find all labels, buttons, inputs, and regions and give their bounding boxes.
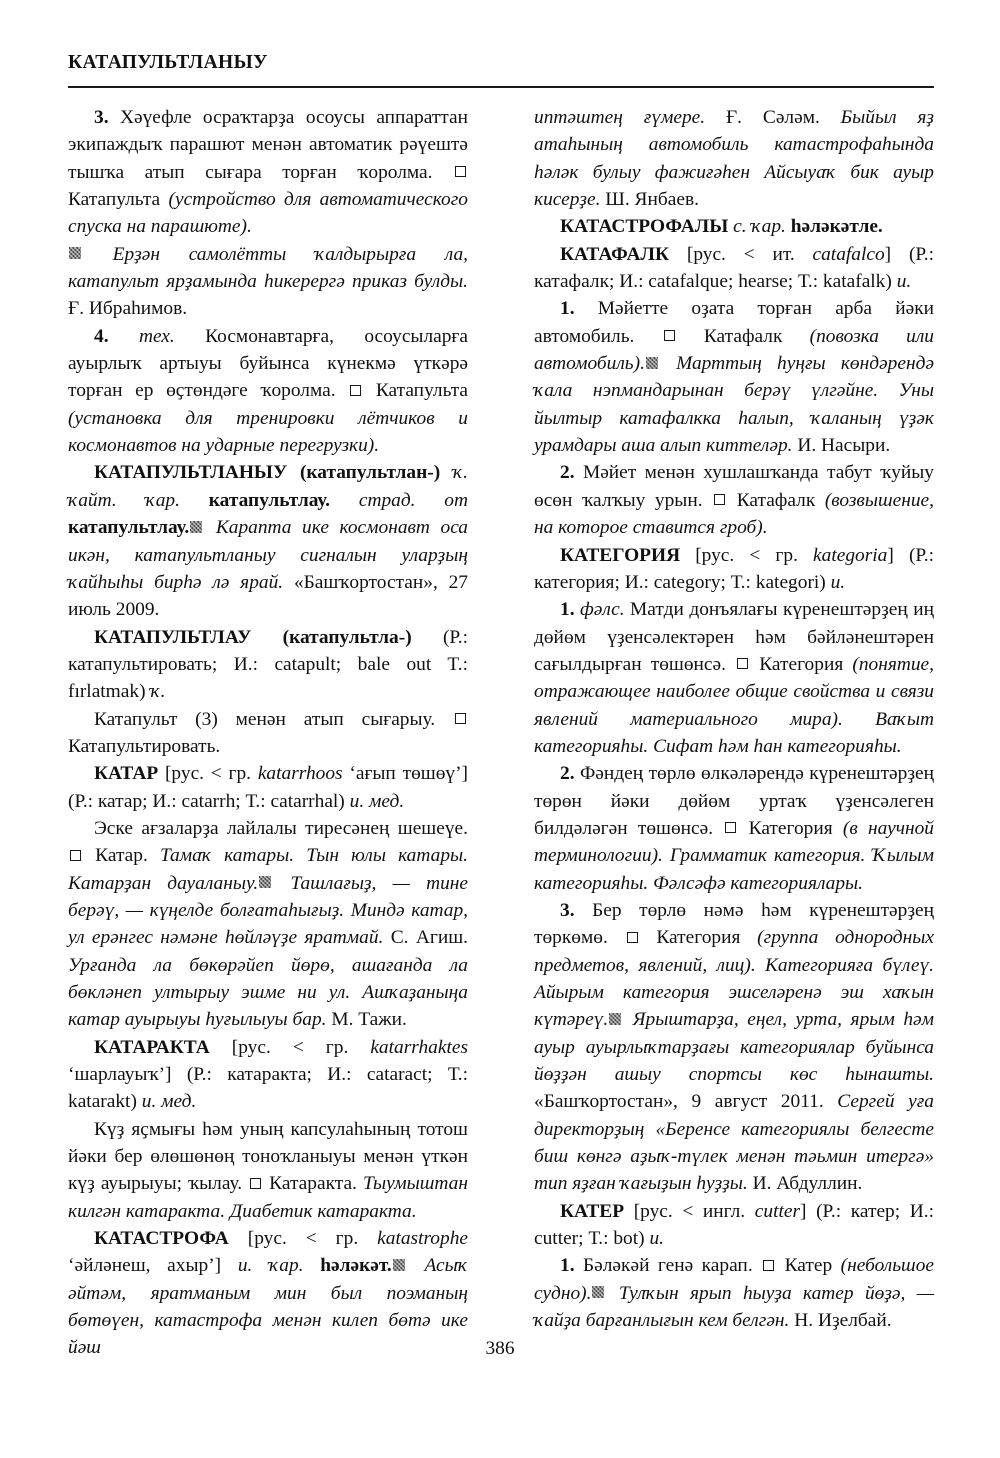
entry-grammar: ҡ. [150,681,166,703]
dictionary-entry-kater [534,1198,934,1253]
sense-label: тех. [108,325,175,347]
entry-etymology-meaning: ‘шарлауыҡ’] [68,1064,172,1086]
sense-number: 2. [560,462,575,484]
right-column [534,104,934,1334]
entry-headword: КАТАР [94,763,159,785]
sense-definition: Эске ағзаларҙа лайлалы тиресәнең шешеүе. [94,817,468,839]
citation-text: Ярыштарҙа, еңел, урта, ярым һәм ауыр ауырлыҡтарҙағы категориялар буйынса йөҙҙән ашыу спортсы көс һынашты. [534,1009,934,1086]
entry-cross-reference[interactable]: һәләкәт. [320,1255,392,1277]
header-rule [68,86,934,88]
entry-etymology-source: katastrophe [377,1228,468,1250]
dictionary-entry-kataracta [68,1034,468,1116]
citation-marker-icon [646,357,658,369]
entry-headword: КАТЕР [560,1200,625,1222]
citation-source: Н. Иҙелбай. [794,1310,892,1332]
open-square-marker-icon [250,1178,261,1189]
dictionary-entry-katafalk [534,241,934,296]
sense-definition: Матди донъялағы күренештәрҙең иң дөйөм үҙенсәлектәрен һәм бәйләнештәрен сағылдырған төшөнсә. [534,599,934,675]
sense-definition: Мәйетте оҙата торған арба йәки автомобиль. [534,298,934,347]
entry-grammar: и. мед. [141,1091,197,1113]
sense-number: 1. [560,298,575,320]
page-number: 386 [485,1338,515,1359]
sense-block-kataracta-1 [68,1116,468,1225]
entry-etymology-meaning: ‘ағып төшөү’] [342,763,468,785]
dictionary-entry-katapultlau [68,624,468,706]
entry-etymology-source: katarrhoos [257,763,343,785]
entry-grammar: и. [649,1228,664,1250]
open-square-marker-icon [763,1260,774,1271]
dictionary-entry-kategoriya [534,542,934,597]
russian-gloss: (установка для тренировки лётчиков и космонавтов на ударные перегрузки). [68,407,468,457]
sense-block-katapultlau-1 [68,706,468,761]
citation-text-2: Урғанда ла бөкөрәйеп йөрө, ашағанда ла бөкләнеп ултырыу эшме ни ул. Ашҡаҙаныңа катар ауырыуы һуғылыуы бар. [68,954,468,1031]
sense-definition: Катапульт (3) менән атып сығарыу. [94,708,453,730]
citation-text: Марттың һуңғы көндәрендә ҡала нэпмандарынан берәү үлгәйне. Уны йылтыр катафалкка һалып, ҡаланың үҙәк урамдары аша алып киттеләр. [534,353,934,457]
sense-definition: Күҙ яҫмығы һәм уның капсулаһының тотош йәки бер өлөшөнөң тоноҡланыуы менән үткән күҙ ауырыуы; ҡылау. [68,1118,468,1195]
citation-text-2: Сергей уға директорҙың «Беренсе категориялы белгесте биш көнгә аҙыҡ-түлек менән тәьмин итергә» тип яҙған ҡағыҙын һуҙҙы. [534,1091,934,1195]
entry-translations: (Р.: катафалк; И.: catafalque; hearse; Т.: katafalk) [534,243,934,293]
running-head: КАТАПУЛЬТЛАНЫУ [68,52,268,73]
open-square-marker-icon [70,850,81,861]
entry-grammar: и. [830,571,846,593]
entry-grammar-ru: страд. от [330,489,468,511]
entry-grammar: и. [896,271,912,293]
sense-number: 2. [560,763,575,785]
sense-block-kategoriya-1 [534,596,934,760]
entry-stem: (катапультла-) [282,626,412,648]
entry-cross-reference[interactable]: катапультлау. [68,517,190,539]
entry-etymology-open: [рус. < гр. [228,1228,378,1250]
citation-text-continued: иптәштең ғүмере. [534,107,726,128]
entry-headword: КАТАРАКТА [94,1036,210,1058]
entry-grammar: и. ҡар. [237,1255,321,1277]
sense-block-kater-1 [534,1252,934,1334]
sense-block-kategoriya-2 [534,760,934,897]
entry-etymology-meaning: ‘әйләнеш, ахыр’] [68,1255,238,1277]
dictionary-entry-katastrofaly [534,213,934,240]
entry-headword: КАТЕГОРИЯ [560,544,681,566]
sense-block-katapulta-3 [68,104,468,323]
sense-definition: Мәйет менән хушлашҡанда табут ҡуйыу өсөн ҡалҡыу урын. [534,462,934,511]
entry-grammar: и. мед. [349,790,405,812]
russian-headword: Категория [759,653,853,675]
entry-etymology-close: ] [800,1200,807,1222]
entry-headword: КАТАФАЛК [560,243,670,265]
entry-etymology-open: [рус. < гр. [209,1036,371,1058]
entry-headword: КАТАСТРОФА [94,1228,229,1250]
russian-headword: Катапультировать. [68,735,221,757]
sense-number: 4. [94,325,109,347]
citation-marker-icon [393,1259,405,1271]
russian-headword: Катапульта [375,380,469,402]
open-square-marker-icon [627,932,638,943]
entry-translations: (Р.: катаракта; И.: cataract; Т.: katarakt) [68,1064,468,1113]
citation-text: Карапта ике космонавт оса икән, катапультланыу сигналын уларҙың ҡайһыһы бирһә лә ярай. [68,517,468,593]
citation-marker-icon [69,247,81,259]
russian-gloss: (устройство для автоматического спуска на парашюте). [68,189,468,238]
open-square-marker-icon [455,166,466,177]
citation-text: Ерҙән самолётты ҡалдырырға ла, катапульт ярҙамында һикерергә приказ булды. [68,243,468,293]
entry-cross-reference[interactable]: һәләкәтле. [790,216,883,238]
open-square-marker-icon [737,658,748,669]
entry-etymology-source: katarrhaktes [370,1036,468,1058]
russian-gloss: (в научной терминологии). [534,817,934,867]
sense-number: 3. [560,899,575,921]
citation-source: С. Агиш. [390,927,468,949]
entry-etymology-source: kategoria [813,544,888,566]
russian-headword: Катафалк [703,325,810,347]
citation-text: Асыҡ әйтәм, яратманым мин был поэманың бөтөүен, катастрофа менән килеп бөтә ике йәш [68,1255,468,1359]
entry-etymology-close: ] [884,243,892,265]
open-square-marker-icon [664,330,675,341]
sense-definition: Бәләкәй генә карап. [574,1255,762,1277]
citation-text-2: Быйыл яҙ атаһының автомобиль катастрофаһында һәләк булыу фажиғәһен Айсыуаҡ бик ауыр кисерҙе. [534,107,934,211]
dictionary-entry-katapultlanyu [68,459,468,623]
russian-gloss: (повозка или автомобиль). [534,325,934,375]
russian-gloss: (небольшое судно). [534,1255,934,1304]
russian-examples: Тыумыштан килгән катаракта. Диабетик катаракта. [68,1173,468,1222]
citation-source: «Башҡортостан», 9 август 2011. [534,1091,824,1113]
russian-examples: Грамматик категория. Ҡылым категорияһы. Фәлсәфә категориялары. [534,845,934,894]
entry-translations: (Р.: катер; И.: cutter; Т.: bot) [534,1200,934,1250]
sense-number: 1. [560,599,575,621]
russian-headword: Категория [656,927,758,949]
entry-etymology-source: cutter [754,1200,800,1222]
entry-headword: КАТАПУЛЬТЛАНЫУ [94,462,288,484]
sense-block-katapulta-4 [68,323,468,460]
entry-cross-reference[interactable]: катапультлау. [208,489,331,511]
sense-block-katar-1 [68,815,468,1034]
citation-source: И. Насыри. [797,435,891,457]
entry-etymology-close: ] [887,544,894,566]
sense-label: фәлс. [574,599,625,621]
entry-etymology-open: [рус. < ингл. [624,1200,755,1222]
russian-headword: Категория [748,817,843,839]
sense-block-katafalk-2 [534,459,934,541]
russian-headword: Катафалк [736,489,825,511]
citation-source: «Башҡортостан», 27 июль 2009. [68,571,468,621]
russian-headword: Катапульта [68,189,169,211]
russian-headword: Катар. [95,845,160,867]
open-square-marker-icon [725,822,736,833]
sense-block-kategoriya-3 [534,897,934,1198]
sense-definition: Хәүефле осраҡтарҙа осоусы аппараттан экипаждыҡ парашют менән автоматик рәүештә тышҡа атып сығара торған ҡоролма. [68,107,468,183]
sense-number: 1. [560,1255,575,1277]
dictionary-entry-katar [68,760,468,815]
citation-source-2: И. Абдуллин. [752,1173,863,1195]
citation-source-2: М. Тажи. [331,1009,407,1031]
entry-headword: КАТАПУЛЬТЛАУ [94,626,252,648]
citation-text: Тулҡын ярып һыуҙа катер йөҙә, — ҡайҙа барғанлығын кем белгән. [534,1282,934,1332]
entry-translations: (Р.: категория; И.: category; Т.: kategori) [534,544,934,593]
entry-grammar: с. ҡар. [728,216,791,238]
citation-source-2: Ш. Янбаев. [605,189,699,211]
citation-marker-icon [259,876,271,888]
citation-marker-icon [609,1013,621,1025]
russian-headword: Катер [784,1255,841,1277]
russian-headword: Катаракта. [269,1173,363,1195]
entry-headword: КАТАСТРОФАЛЫ [560,216,729,238]
entry-etymology-open: [рус. < гр. [680,544,814,566]
open-square-marker-icon [714,494,725,505]
sense-definition: Бер төрлө нәмә һәм күренештәрҙең төркөмө. [534,899,934,949]
left-column [68,104,468,1362]
citation-source: Ғ. Сәләм. [725,107,820,128]
sense-block-katafalk-1 [534,295,934,459]
russian-gloss: (группа однородных предметов, явлений, лиц). [534,927,934,976]
open-square-marker-icon [350,385,361,396]
citation-marker-icon [190,521,202,533]
russian-examples: Ваҡыт категорияһы. Сифат һәм һан категорияһы. [534,708,934,757]
entry-translations: (Р.: катар; И.: catarrh; Т.: catarrhal) [68,790,350,812]
entry-translations: (Р.: катапультировать; И.: catapult; bale out T.: fırlatmak) [68,626,468,703]
entry-etymology-open: [рус. < ит. [669,243,813,265]
citation-text: Ташлағыҙ, — тине берәү, — күңелде болғатаһығыҙ. Миндә катар, ул ерәнгес нәмәне һөйләүҙе яратмай. [68,872,468,949]
citation-source: Ғ. Ибраһимов. [68,298,188,320]
sense-definition: Космонавтарға, осоусыларға ауырлыҡ артыуы буйынса күнекмә үткәрә торған ер өҫтөндәге ҡоролма. [68,325,468,402]
entry-stem: (катапультлан-) [299,462,441,484]
citation-marker-icon [592,1286,604,1298]
russian-examples: Тамаҡ катары. Тын юлы катары. Катарҙан дауаланыу. [68,845,468,894]
citation-continuation-katastrofa [534,104,934,213]
entry-etymology-source: catafalco [812,243,885,265]
sense-definition: Фәндең төрлө өлкәләрендә күренештәрҙең төрөн йәки дөйөм уртаҡ үҙенсәлеген билдәләгән төшөнсә. [534,763,934,839]
russian-examples: Категорияға бүлеү. Айырым категория эшселәренә эш хаҡын күтәреү. [534,954,934,1031]
russian-gloss: (возвышение, на которое ставится гроб). [534,489,934,539]
entry-etymology-open: [рус. < гр. [158,763,258,785]
open-square-marker-icon [455,713,466,724]
russian-gloss: (понятие, отражающее наиболее общие свойства и связи явлений материального мира). [534,653,934,730]
sense-number: 3. [94,107,109,128]
entry-grammar: ҡ. ҡайт. ҡар. [68,462,468,511]
